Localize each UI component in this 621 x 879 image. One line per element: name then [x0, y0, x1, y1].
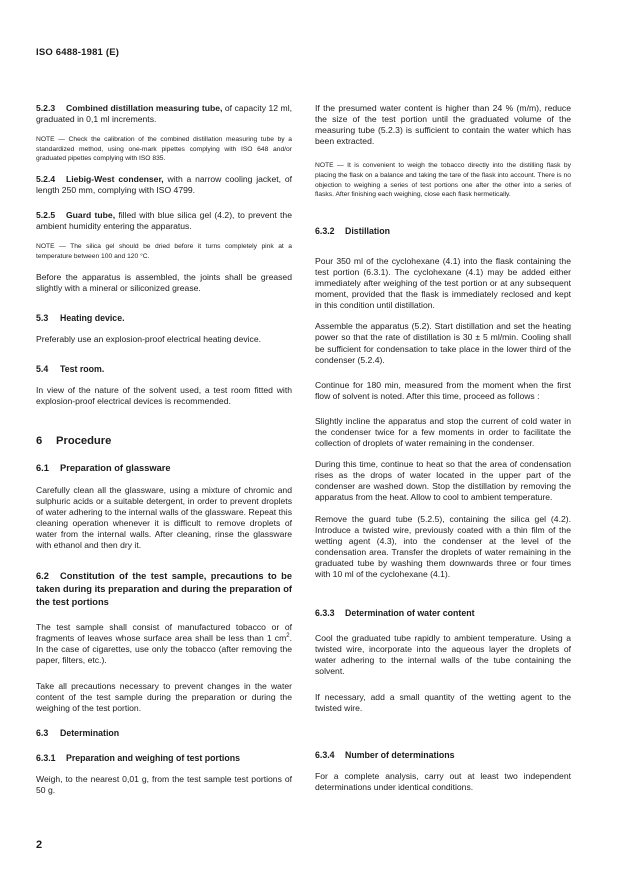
heading-title: Preparation and weighing of test portions [66, 752, 240, 763]
superscript: 2 [286, 633, 290, 640]
heading-title: Determination of water content [345, 608, 475, 619]
right-column [315, 103, 571, 793]
heading-6-3-4 [315, 750, 571, 761]
heading-title: Preparation of glassware [60, 463, 171, 474]
heading-6-3-2 [315, 226, 571, 237]
paragraph-water-content: If the presumed water content is higher than 24 % (m/m), reduce the size of the test portion until the graduated volume of the measuring tube (5.2.3) is sufficient to contain the water which has been extracted. [315, 103, 571, 147]
running-header: ISO 6488-1981 (E) [36, 47, 120, 58]
paragraph-heating-device: Preferably use an explosion-proof electrical heating device. [36, 333, 261, 344]
paragraph-incline: Slightly incline the apparatus and stop the current of cold water in the condenser twice for a few moments in order to facilitate the collection of droplets of water remaining in the condenser. [315, 415, 571, 449]
clause-title: Guard tube, [66, 210, 116, 221]
paragraph-pour: Pour 350 ml of the cyclohexane (4.1) into the flask containing the test portion (6.3.1). The cyclohexane (4.1) may be added either immediately after weighing of the test portion or at any subsequent moment, provided that the flask is immediately reclosed and kept in this condition until distillation. [315, 255, 571, 311]
clause-5-2-4 [36, 174, 292, 196]
paragraph-determinations: For a complete analysis, carry out at least two independent determinations under identical conditions. [315, 770, 571, 792]
heading-title: Distillation [345, 225, 390, 236]
paragraph-precautions: Take all precautions necessary to prevent changes in the water content of the test sample during the preparation or during the weighing of the test portion. [36, 680, 292, 713]
clause-number: 5.2.5 [36, 210, 56, 221]
heading-6-1 [36, 462, 292, 475]
clause-number: 6.3.3 [315, 608, 335, 619]
clause-number: 6.3 [36, 727, 49, 738]
paragraph-grease: Before the apparatus is assembled, the joints shall be greased slightly with a mineral or siliconized grease. [36, 271, 292, 293]
clause-number: 6.3.4 [315, 749, 335, 760]
heading-title: Procedure [56, 435, 112, 448]
heading-5-3 [36, 313, 292, 324]
heading-6-3 [36, 728, 292, 739]
paragraph-continue: Continue for 180 min, measured from the moment when the first flow of solvent is noted. After this time, proceed as follows : [315, 379, 571, 401]
clause-text: of capacity 12 ml, graduated in 0,1 ml increments. [36, 103, 292, 125]
clause-text: filled with blue silica gel (4.2), to prevent the ambient humidity entering the apparatus. [36, 210, 292, 232]
paragraph-wetting-agent: If necessary, add a small quantity of the wetting agent to the twisted wire. [315, 691, 571, 713]
note-weighing: NOTE — It is convenient to weigh the tobacco directly into the distilling flask by placing the flask on a balance and taking the tare of the flask into account. There is no objection to weighing a series of test portions one after the other into a series of flasks. After finishing each weighing, close each flask hermetically. [315, 162, 571, 199]
clause-number: 6.3.1 [36, 752, 56, 763]
clause-number: 5.4 [36, 363, 49, 374]
text-run: . In the case of cigarettes, use only the tobacco (after removing the paper, filters, etc.). [36, 633, 292, 666]
paragraph-test-room: In view of the nature of the solvent used, a test room fitted with explosion-proof electrical devices is recommended. [36, 385, 292, 407]
paragraph-glassware: Carefully clean all the glassware, using a mixture of chromic and sulphuric acids or a suitable detergent, in order to prevent droplets of water adhering to the internal walls of the glassware. Repeat this cleaning operation whenever it is difficult to remove droplets of water from the internal walls. After cleaning, rinse the glassware with ethanol and then dry it. [36, 484, 292, 551]
paragraph-weigh: Weigh, to the nearest 0,01 g, from the test sample test portions of 50 g. [36, 773, 292, 796]
clause-number: 5.3 [36, 312, 49, 323]
heading-title: Heating device. [60, 312, 125, 323]
clause-5-2-3 [36, 103, 292, 125]
clause-number: 6.2 [36, 571, 49, 582]
heading-5-4 [36, 364, 292, 375]
clause-number: 5.2.3 [36, 103, 56, 113]
heading-title: Determination [60, 727, 120, 738]
paragraph-guard-tube: Remove the guard tube (5.2.5), containing the silica gel (4.2). Introduce a twisted wire, previously coated with a thin film of the wetting agent (4.3), into the condenser at the level of the condensation area. Transfer the droplets of water remaining in the graduated tube by washing them downwards three or four times with 10 ml of the cyclohexane (4.1). [315, 513, 571, 579]
heading-title: Constitution of the test sample, precautions to be taken during its preparation and during the preparation of the test portions [36, 571, 292, 607]
paragraph-test-sample [36, 622, 292, 666]
page-number: 2 [36, 839, 43, 851]
heading-6-procedure [36, 434, 292, 448]
paragraph-cool: Cool the graduated tube rapidly to ambient temperature. Using a twisted wire, incorporate into the aqueous layer the droplets of water adhering to the internal walls of the tube containing the solvent. [315, 633, 571, 677]
heading-6-3-1 [36, 753, 292, 764]
clause-number: 6.1 [36, 463, 49, 474]
clause-5-2-5 [36, 210, 292, 232]
note-5-2-3: NOTE — Check the calibration of the combined distillation measuring tube by a standardized method, using one-mark pipettes complying with ISO 648 and/or graduated pipettes complying with ISO 835. [36, 136, 292, 163]
text-run: The test sample shall consist of manufactured tobacco or of fragments of leaves whose surface area shall be less than 1 cm [36, 622, 292, 644]
clause-title: Liebig-West condenser, [66, 173, 164, 184]
clause-title: Combined distillation measuring tube, [66, 103, 223, 113]
heading-6-2 [36, 570, 292, 608]
clause-text: with a narrow cooling jacket, of length 250 mm, complying with ISO 4799. [36, 173, 292, 196]
paragraph-assemble: Assemble the apparatus (5.2). Start distillation and set the heating power so that the rate of distillation is 30 ± 5 ml/min. Cooling shall be sufficient for condensation to take place in the lower third of the condenser (5.2.4). [315, 321, 571, 365]
clause-number: 6.3.2 [315, 225, 335, 236]
clause-number: 6 [36, 435, 43, 448]
note-5-2-5: NOTE — The silica gel should be dried before it turns completely pink at a temperature between 100 and 120 °C. [36, 243, 292, 260]
paragraph-heat: During this time, continue to heat so that the area of condensation rises as the drops of water located in the upper part of the condenser are washed down. Stop the distillation by removing the apparatus from the heat. Allow to cool to ambient temperature. [315, 459, 571, 503]
heading-6-3-3 [315, 608, 571, 619]
heading-title: Test room. [60, 363, 105, 374]
heading-title: Number of determinations [345, 749, 455, 760]
left-column [36, 103, 292, 796]
clause-number: 5.2.4 [36, 173, 56, 184]
